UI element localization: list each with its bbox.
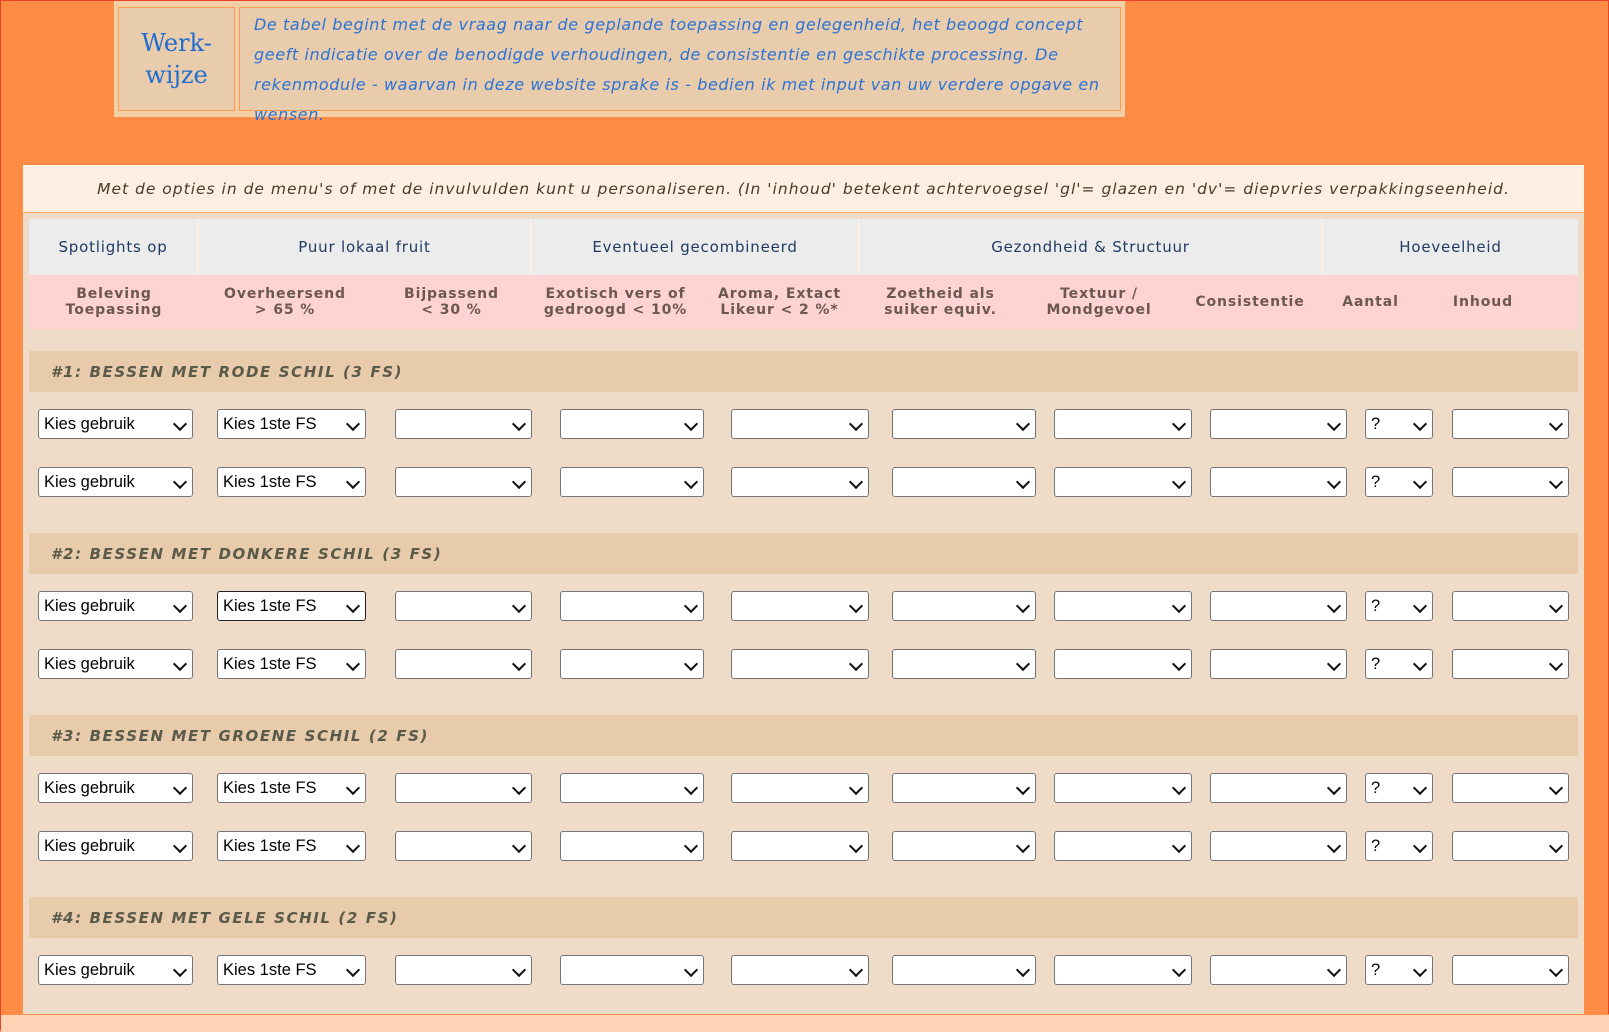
chevron-down-icon	[512, 417, 526, 431]
aroma-select[interactable]	[731, 649, 869, 679]
exotisch-select[interactable]	[560, 467, 704, 497]
fs-select[interactable]: Kies 1ste FS	[217, 467, 366, 497]
chevron-down-icon	[1327, 963, 1341, 977]
bijpassend-select[interactable]	[395, 773, 532, 803]
section-header: #4: BESSEN MET GELE SCHIL (2 FS)	[29, 897, 1578, 938]
column-header-row	[29, 275, 1578, 329]
aantal-select[interactable]: ?	[1365, 773, 1433, 803]
aroma-select[interactable]	[731, 409, 869, 439]
fs-select[interactable]: Kies 1ste FS	[217, 409, 366, 439]
zoetheid-select[interactable]	[892, 409, 1036, 439]
bijpassend-select[interactable]	[395, 955, 532, 985]
aantal-select[interactable]: ?	[1365, 955, 1433, 985]
werkwijze-title-line2: wijze	[145, 61, 208, 89]
bottom-edge	[1, 1014, 1609, 1032]
chevron-down-icon	[173, 781, 187, 795]
chevron-down-icon	[684, 475, 698, 489]
col-inhoud: Inhoud	[1452, 294, 1514, 310]
chevron-down-icon	[512, 781, 526, 795]
chevron-down-icon	[173, 599, 187, 613]
chevron-down-icon	[1327, 839, 1341, 853]
chevron-down-icon	[1016, 963, 1030, 977]
chevron-down-icon	[1549, 657, 1563, 671]
chevron-down-icon	[684, 839, 698, 853]
col-overheersend: Overheersend > 65 %	[224, 286, 346, 318]
chevron-down-icon	[1413, 963, 1427, 977]
chevron-down-icon	[1016, 781, 1030, 795]
consistentie-select[interactable]	[1210, 955, 1347, 985]
gebruik-select[interactable]: Kies gebruik	[38, 467, 193, 497]
table-row	[23, 649, 1584, 679]
aroma-select[interactable]	[731, 831, 869, 861]
textuur-select[interactable]	[1054, 591, 1192, 621]
chevron-down-icon	[849, 599, 863, 613]
aantal-select[interactable]: ?	[1365, 591, 1433, 621]
chevron-down-icon	[849, 417, 863, 431]
bijpassend-select[interactable]	[395, 591, 532, 621]
col-beleving: Beleving Toepassing	[65, 286, 163, 318]
chevron-down-icon	[512, 839, 526, 853]
aroma-select[interactable]	[731, 955, 869, 985]
chevron-down-icon	[1327, 417, 1341, 431]
chevron-down-icon	[173, 839, 187, 853]
group-gezondheid: Gezondheid & Structuur	[860, 219, 1323, 275]
textuur-select[interactable]	[1054, 649, 1192, 679]
aantal-select[interactable]: ?	[1365, 649, 1433, 679]
col-textuur: Textuur / Mondgevoel	[1046, 286, 1152, 318]
chevron-down-icon	[1016, 839, 1030, 853]
textuur-select[interactable]	[1054, 467, 1192, 497]
zoetheid-select[interactable]	[892, 955, 1036, 985]
gebruik-select[interactable]: Kies gebruik	[38, 773, 193, 803]
aantal-select[interactable]: ?	[1365, 831, 1433, 861]
gebruik-select[interactable]: Kies gebruik	[38, 649, 193, 679]
col-bijpassend: Bijpassend < 30 %	[404, 286, 499, 318]
chevron-down-icon	[849, 963, 863, 977]
gebruik-select[interactable]: Kies gebruik	[38, 409, 193, 439]
chevron-down-icon	[1016, 657, 1030, 671]
chevron-down-icon	[512, 657, 526, 671]
textuur-select[interactable]	[1054, 955, 1192, 985]
chevron-down-icon	[849, 475, 863, 489]
personalize-notice: Met de opties in de menu's of met de invulvulden kunt u personaliseren. (In 'inhoud' betekent achtervoegsel 'gl'= glazen en 'dv'= diepvries verpakkingseenheid.	[23, 165, 1584, 213]
gebruik-select[interactable]: Kies gebruik	[38, 955, 193, 985]
chevron-down-icon	[346, 657, 360, 671]
exotisch-select[interactable]	[560, 773, 704, 803]
chevron-down-icon	[1016, 417, 1030, 431]
aantal-select[interactable]: ?	[1365, 467, 1433, 497]
table-row	[23, 955, 1584, 985]
inhoud-select[interactable]	[1452, 591, 1569, 621]
chevron-down-icon	[684, 599, 698, 613]
exotisch-select[interactable]	[560, 591, 704, 621]
inhoud-select[interactable]	[1452, 773, 1569, 803]
consistentie-select[interactable]	[1210, 591, 1347, 621]
textuur-select[interactable]	[1054, 409, 1192, 439]
chevron-down-icon	[1413, 417, 1427, 431]
chevron-down-icon	[1172, 417, 1186, 431]
werkwijze-box	[114, 1, 1125, 124]
section-header: #3: BESSEN MET GROENE SCHIL (2 FS)	[29, 715, 1578, 756]
chevron-down-icon	[1413, 475, 1427, 489]
fs-select[interactable]: Kies 1ste FS	[217, 955, 366, 985]
chevron-down-icon	[173, 475, 187, 489]
bijpassend-select[interactable]	[395, 409, 532, 439]
chevron-down-icon	[1172, 781, 1186, 795]
chevron-down-icon	[512, 475, 526, 489]
chevron-down-icon	[512, 599, 526, 613]
gebruik-select[interactable]: Kies gebruik	[38, 831, 193, 861]
fs-select[interactable]: Kies 1ste FS	[217, 591, 366, 621]
chevron-down-icon	[346, 475, 360, 489]
chevron-down-icon	[849, 657, 863, 671]
fs-select[interactable]: Kies 1ste FS	[217, 831, 366, 861]
chevron-down-icon	[1172, 839, 1186, 853]
chevron-down-icon	[1549, 599, 1563, 613]
chevron-down-icon	[346, 781, 360, 795]
chevron-down-icon	[346, 417, 360, 431]
chevron-down-icon	[1413, 839, 1427, 853]
chevron-down-icon	[1327, 599, 1341, 613]
aroma-select[interactable]	[731, 467, 869, 497]
group-spotlights: Spotlights op	[29, 219, 199, 275]
consistentie-select[interactable]	[1210, 467, 1347, 497]
section-header: #2: BESSEN MET DONKERE SCHIL (3 FS)	[29, 533, 1578, 574]
inhoud-select[interactable]	[1452, 955, 1569, 985]
exotisch-select[interactable]	[560, 649, 704, 679]
chevron-down-icon	[684, 963, 698, 977]
werkwijze-title-line1: Werk-	[141, 29, 212, 57]
exotisch-select[interactable]	[560, 409, 704, 439]
col-aantal: Aantal	[1342, 294, 1399, 310]
table-row	[23, 409, 1584, 439]
chevron-down-icon	[1549, 781, 1563, 795]
chevron-down-icon	[1549, 839, 1563, 853]
table-row	[23, 467, 1584, 497]
chevron-down-icon	[512, 963, 526, 977]
zoetheid-select[interactable]	[892, 773, 1036, 803]
section-header: #1: BESSEN MET RODE SCHIL (3 FS)	[29, 351, 1578, 392]
chevron-down-icon	[1327, 657, 1341, 671]
bijpassend-select[interactable]	[395, 467, 532, 497]
group-gecombineerd: Eventueel gecombineerd	[532, 219, 860, 275]
chevron-down-icon	[1172, 963, 1186, 977]
chevron-down-icon	[1413, 599, 1427, 613]
chevron-down-icon	[1172, 657, 1186, 671]
exotisch-select[interactable]	[560, 831, 704, 861]
chevron-down-icon	[1549, 417, 1563, 431]
group-lokaal-fruit: Puur lokaal fruit	[199, 219, 532, 275]
consistentie-select[interactable]	[1210, 409, 1347, 439]
consistentie-select[interactable]	[1210, 773, 1347, 803]
chevron-down-icon	[1413, 657, 1427, 671]
chevron-down-icon	[684, 417, 698, 431]
consistentie-select[interactable]	[1210, 649, 1347, 679]
chevron-down-icon	[1172, 475, 1186, 489]
zoetheid-select[interactable]	[892, 831, 1036, 861]
textuur-select[interactable]	[1054, 773, 1192, 803]
fs-select[interactable]: Kies 1ste FS	[217, 649, 366, 679]
inhoud-select[interactable]	[1452, 831, 1569, 861]
table-row	[23, 591, 1584, 621]
exotisch-select[interactable]	[560, 955, 704, 985]
chevron-down-icon	[173, 963, 187, 977]
group-hoeveelheid: Hoeveelheid	[1323, 219, 1578, 275]
gebruik-select[interactable]: Kies gebruik	[38, 591, 193, 621]
chevron-down-icon	[849, 781, 863, 795]
col-aroma: Aroma, Extact Likeur < 2 %*	[717, 286, 841, 318]
chevron-down-icon	[1413, 781, 1427, 795]
chevron-down-icon	[1549, 963, 1563, 977]
textuur-select[interactable]	[1054, 831, 1192, 861]
chevron-down-icon	[346, 963, 360, 977]
aroma-select[interactable]	[731, 773, 869, 803]
chevron-down-icon	[346, 599, 360, 613]
chevron-down-icon	[684, 781, 698, 795]
col-exotisch: Exotisch vers of gedroogd < 10%	[543, 286, 688, 318]
consistentie-select[interactable]	[1210, 831, 1347, 861]
zoetheid-select[interactable]	[892, 591, 1036, 621]
aantal-select[interactable]: ?	[1365, 409, 1433, 439]
col-consistentie: Consistentie	[1195, 294, 1305, 310]
chevron-down-icon	[1172, 599, 1186, 613]
chevron-down-icon	[346, 839, 360, 853]
bijpassend-select[interactable]	[395, 649, 532, 679]
table-row	[23, 773, 1584, 803]
inhoud-select[interactable]	[1452, 649, 1569, 679]
inhoud-select[interactable]	[1452, 467, 1569, 497]
werkwijze-title	[118, 7, 235, 111]
werkwijze-text: De tabel begint met de vraag naar de geplande toepassing en gelegenheid, het beoogd concept geeft indicatie over de benodigde verhoudingen, de consistentie en geschikte processing. De rekenmodule - waarvan in deze website sprake is - bedien ik met input van uw verdere opgave en wensen.	[239, 7, 1121, 111]
aroma-select[interactable]	[731, 591, 869, 621]
fs-select[interactable]: Kies 1ste FS	[217, 773, 366, 803]
chevron-down-icon	[1016, 475, 1030, 489]
bijpassend-select[interactable]	[395, 831, 532, 861]
inhoud-select[interactable]	[1452, 409, 1569, 439]
chevron-down-icon	[1549, 475, 1563, 489]
chevron-down-icon	[684, 657, 698, 671]
chevron-down-icon	[173, 657, 187, 671]
chevron-down-icon	[173, 417, 187, 431]
col-zoetheid: Zoetheid als suiker equiv.	[884, 286, 997, 318]
chevron-down-icon	[1016, 599, 1030, 613]
chevron-down-icon	[1327, 475, 1341, 489]
zoetheid-select[interactable]	[892, 649, 1036, 679]
chevron-down-icon	[849, 839, 863, 853]
chevron-down-icon	[1327, 781, 1341, 795]
zoetheid-select[interactable]	[892, 467, 1036, 497]
group-header-row	[29, 219, 1578, 275]
selection-table	[23, 165, 1584, 1031]
table-row	[23, 831, 1584, 861]
